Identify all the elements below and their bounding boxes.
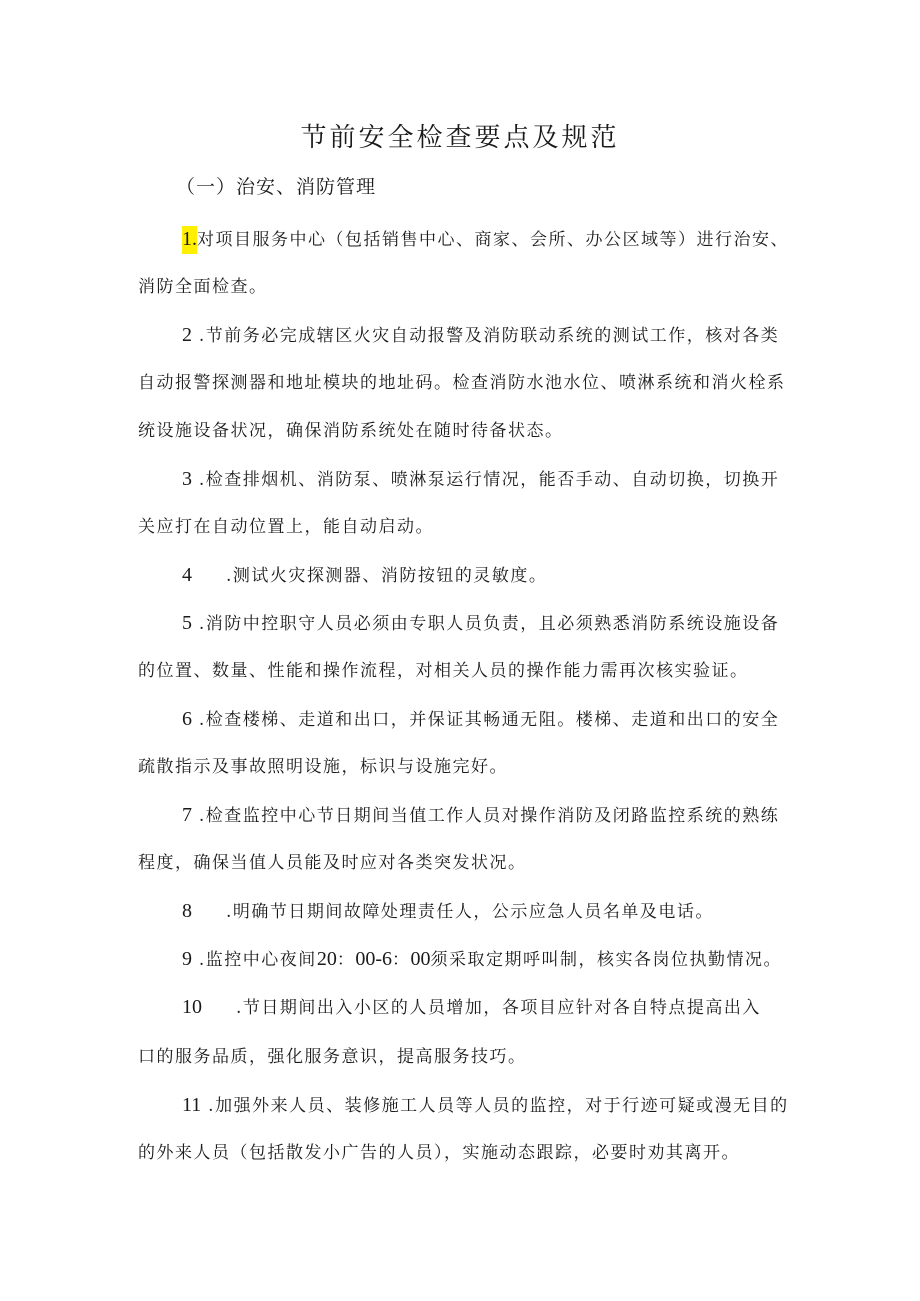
- item-number: 11: [182, 1094, 202, 1116]
- time-value: 20: [316, 948, 337, 970]
- item-text-part: .监控中心夜间: [198, 950, 317, 970]
- item-number: 4: [182, 564, 192, 586]
- item-text-part: ：: [391, 950, 411, 970]
- item-number: 6: [182, 708, 192, 730]
- section-heading: （一）治安、消防管理: [176, 176, 377, 198]
- item-8: [182, 894, 714, 929]
- item-number: 2: [182, 324, 192, 346]
- item-text-line: 消防全面检查。: [138, 277, 268, 297]
- time-value: 00: [410, 948, 431, 970]
- item-text-line: .加强外来人员、装修施工人员等人员的监控，对于行迹可疑或漫无目的: [208, 1096, 789, 1116]
- item-text-line: .检查监控中心节日期间当值工作人员对操作消防及闭路监控系统的熟练: [198, 806, 780, 826]
- item-text-line: .检查排烟机、消防泵、喷淋泵运行情况，能否手动、自动切换，切换开: [198, 470, 780, 490]
- item-text-line: 疏散指示及事故照明设施，标识与设施完好。: [138, 757, 508, 777]
- item-number: 5: [182, 612, 192, 634]
- document-title: 节前安全检查要点及规范: [300, 123, 620, 153]
- item-number-highlighted: 1.: [182, 226, 197, 254]
- item-text-line: 程度，确保当值人员能及时应对各类突发状况。: [138, 853, 527, 873]
- item-number: 8: [182, 900, 192, 922]
- item-6: [182, 702, 779, 737]
- item-text-line: .节前务必完成辖区火灾自动报警及消防联动系统的测试工作，核对各类: [198, 326, 780, 346]
- item-number: 10: [182, 996, 202, 1018]
- item-1: [182, 222, 789, 257]
- item-text-line: 自动报警探测器和地址模块的地址码。检查消防水池水位、喷淋系统和消火栓系: [138, 373, 786, 393]
- item-11: [182, 1088, 789, 1123]
- time-value: 00-6: [355, 948, 392, 970]
- item-text-part: ：: [336, 950, 356, 970]
- item-9: [182, 942, 782, 977]
- item-text-line: .明确节日期间故障处理责任人，公示应急人员名单及电话。: [226, 902, 714, 922]
- item-number: 7: [182, 804, 192, 826]
- item-5: [182, 606, 779, 641]
- item-text-line: 关应打在自动位置上，能自动启动。: [138, 517, 434, 537]
- item-text-line: 的外来人员（包括散发小广告的人员），实施动态跟踪，必要时劝其离开。: [138, 1143, 740, 1163]
- item-text-part: 须采取定期呼叫制，核实各岗位执勤情况。: [430, 950, 782, 970]
- item-text-line: 对项目服务中心（包括销售中心、商家、会所、办公区域等）进行治安、: [197, 230, 789, 250]
- item-3: [182, 462, 779, 497]
- item-text-line: .测试火灾探测器、消防按钮的灵敏度。: [226, 566, 548, 586]
- item-10: [182, 990, 761, 1025]
- item-text-line: 的位置、数量、性能和操作流程，对相关人员的操作能力需再次核实验证。: [138, 661, 749, 681]
- item-number: 3: [182, 468, 192, 490]
- item-text-line: .检查楼梯、走道和出口，并保证其畅通无阻。楼梯、走道和出口的安全: [198, 710, 780, 730]
- item-text-line: .节日期间出入小区的人员增加，各项目应针对各自特点提高出入: [236, 998, 761, 1018]
- item-text-line: 口的服务品质，强化服务意识，提高服务技巧。: [138, 1047, 527, 1067]
- item-4: [182, 558, 547, 593]
- item-text-line: .消防中控职守人员必须由专职人员负责，且必须熟悉消防系统设施设备: [198, 614, 780, 634]
- item-number: 9: [182, 948, 192, 970]
- item-2: [182, 318, 779, 353]
- item-7: [182, 798, 779, 833]
- item-text-line: 统设施设备状况，确保消防系统处在随时待备状态。: [138, 421, 564, 441]
